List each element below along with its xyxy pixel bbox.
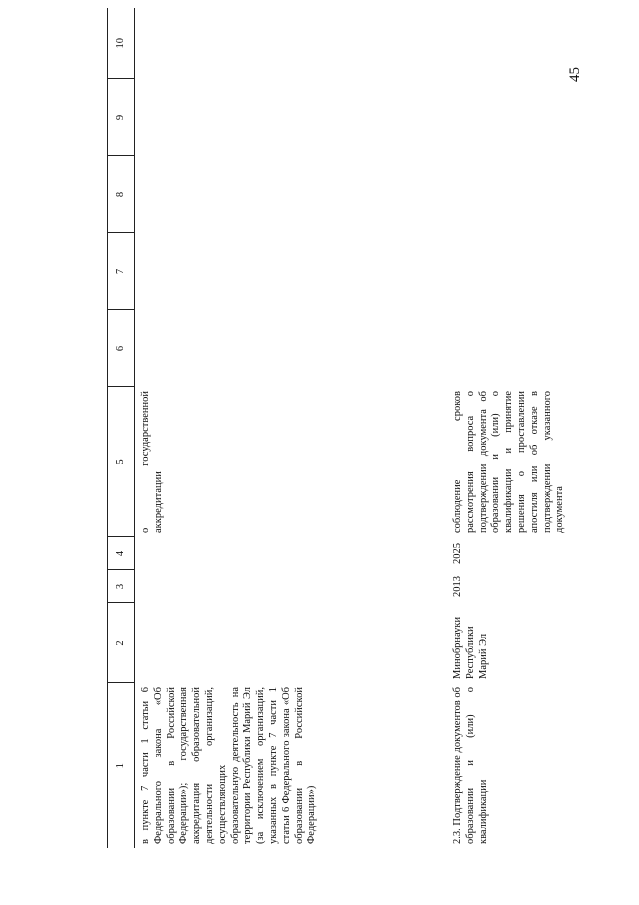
header-cell-4: 4 bbox=[108, 537, 135, 570]
row1-executor bbox=[135, 603, 441, 683]
row1-description: в пункте 7 части 1 статьи 6 Федерального закона «Об образовании в Российской Федерации»); государственная аккредитация образовательной деятельности организаций, осуществляющих образовательную деятельность на территории Республики Марий Эл (за исключением организаций, указанных в пункте 7 части 1 статьи 6 Федерального закона «Об образовании в Российской Федерации») bbox=[140, 687, 318, 844]
row2-col7 bbox=[440, 233, 602, 310]
row1-col8 bbox=[135, 156, 441, 233]
row2-description: 2.3. Подтверждение документов об образовании и (или) о квалификации bbox=[452, 687, 489, 844]
program-table bbox=[107, 8, 602, 848]
header-cell-6: 6 bbox=[108, 310, 135, 387]
row2-executor: Минобрнауки Республики Марий Эл bbox=[452, 616, 489, 679]
row2-start-year: 2013 bbox=[452, 576, 463, 597]
header-cell-1: 1 bbox=[108, 683, 135, 848]
row1-col6 bbox=[135, 310, 441, 387]
header-cell-7: 7 bbox=[108, 233, 135, 310]
row1-col7 bbox=[135, 233, 441, 310]
table-row bbox=[135, 8, 441, 848]
rotated-table-container bbox=[107, 28, 627, 848]
table-row bbox=[440, 8, 602, 848]
row1-col10 bbox=[135, 8, 441, 79]
header-row bbox=[108, 8, 135, 848]
header-cell-2: 2 bbox=[108, 603, 135, 683]
header-cell-3: 3 bbox=[108, 570, 135, 603]
row2-col8 bbox=[440, 156, 602, 233]
row1-start-year bbox=[135, 570, 441, 603]
row1-result: о государственной аккредитации bbox=[140, 391, 164, 533]
row2-col6 bbox=[440, 310, 602, 387]
row1-col9 bbox=[135, 79, 441, 156]
row2-col10 bbox=[440, 8, 602, 79]
header-cell-10: 10 bbox=[108, 8, 135, 79]
row2-result: соблюдение сроков рассмотрения вопроса о подтверждении документа об образовании и (или) о квалификации и принятие решения о проставлении апостиля или об отказе в подтверждении указанного документа bbox=[452, 391, 566, 533]
row2-end-year: 2025 bbox=[452, 543, 463, 564]
row1-end-year bbox=[135, 537, 441, 570]
header-cell-5: 5 bbox=[108, 387, 135, 537]
header-cell-8: 8 bbox=[108, 156, 135, 233]
header-cell-9: 9 bbox=[108, 79, 135, 156]
page-number: 45 bbox=[567, 67, 583, 82]
row2-col9 bbox=[440, 79, 602, 156]
